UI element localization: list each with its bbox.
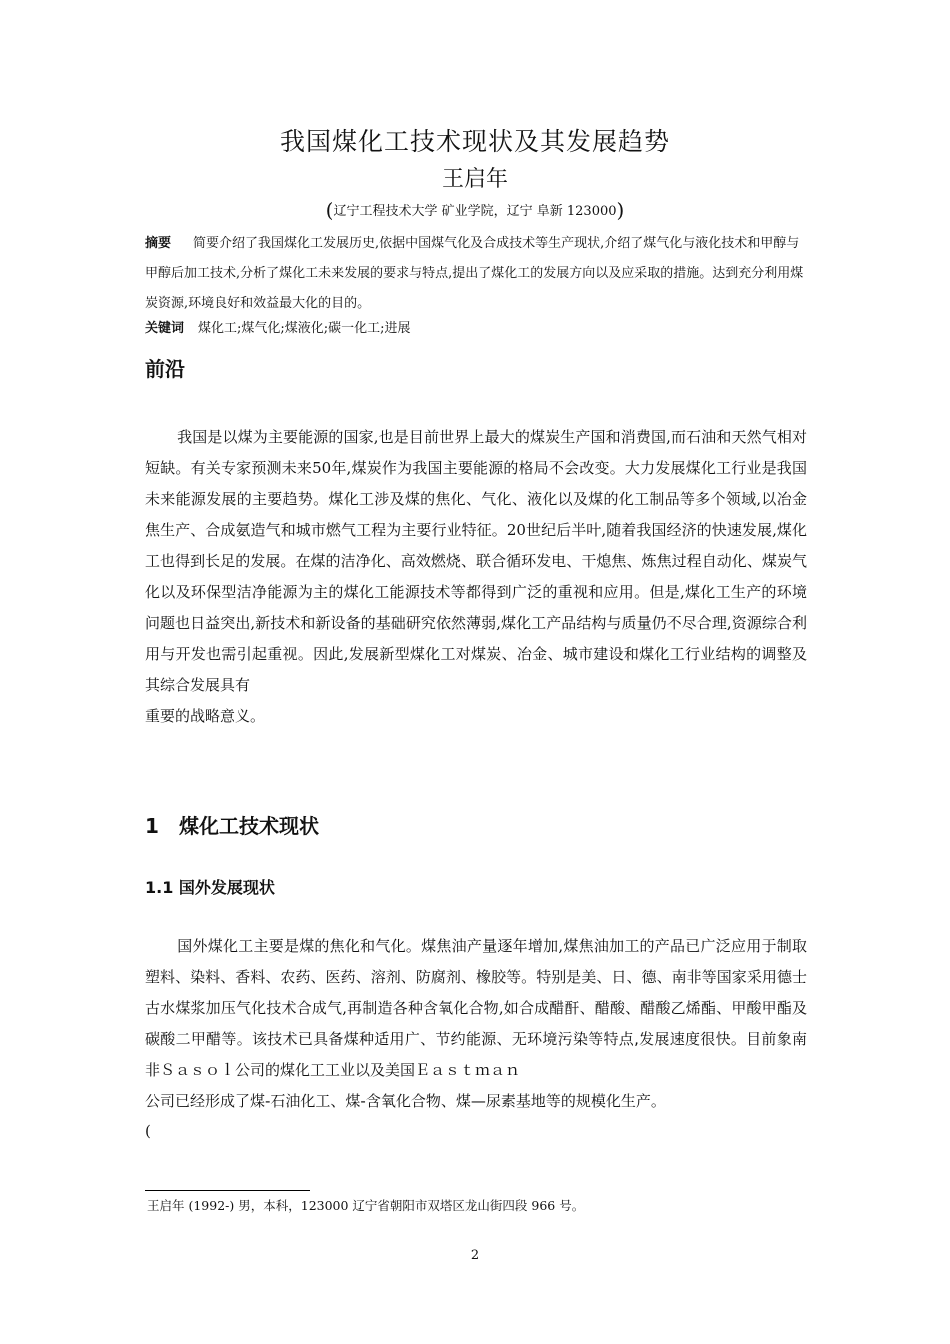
section-1-number: 1	[145, 814, 159, 838]
section-1-1-heading: 1.1 国外发展现状	[145, 878, 275, 897]
stray-paren: (	[145, 1122, 151, 1140]
footnote: 王启年 (1992-) 男，本科，123000 辽宁省朝阳市双塔区龙山街四段 966 号。	[147, 1198, 585, 1213]
section-1-title: 煤化工技术现状	[179, 814, 319, 838]
affiliation	[0, 198, 950, 222]
abstract-label: 摘要	[145, 236, 172, 251]
section-1-1-text-b: 能源、无环境污染等特点,发展速度很快。目前象南非Ｓａｓｏｌ公司的煤化工工业以及美国Ｅａｓｔｍａｎ	[145, 1030, 807, 1079]
preface-paragraph	[145, 422, 807, 732]
preface-text: 我国是以煤为主要能源的国家,也是目前世界上最大的煤炭生产国和消费国,而石油和天然气相对短缺。有关专家预测未来50年,煤炭作为我国主要能源的格局不会改变。大力发展煤化工行业是我国未来能源发展的主要趋势。煤化工涉及煤的焦化、气化、液化以及煤的化工制品等多个领域,以冶金焦生产、合成氨造气和城市燃气工程为主要行业特征。20世纪后半叶,随着我国经济的快速发展,煤化工也得到长足的发展。在煤的洁净化、高效燃烧、联合循环发电、干熄焦、炼焦过程自动化、煤炭气化以及环保型洁净能源为主的煤化工能源技术等都得到广泛的重视和应用。但是,煤化工生产的环境问题也日益突出,新技术和新设备的基础研究依然薄弱,煤化工产品结构与质量仍不尽合理,资源综合利用与开发也需引起重视。因此,发展新型煤化工对煤炭、冶金、城市建设和煤化工行业结构的调整及其综合发展具有	[145, 428, 807, 694]
document-title: 我国煤化工技术现状及其发展趋势	[279, 127, 670, 156]
abstract-text: 简要介绍了我国煤化工发展历史,依据中国煤气化及合成技术等生产现状,介绍了煤气化与液化技术和甲醇与甲醇后加工技术,分析了煤化工未来发展的要求与特点,提出了煤化工的发展方向以及应采取的措施。达到充分利用煤炭资源,环境良好和效益最大化的目的。	[145, 236, 804, 311]
section-1-1-text-a: 国外煤化工主要是煤的焦化和气化。煤焦油产量逐年增加,煤焦油加工的产品已广泛应用于制取塑料、染料、香料、农药、医药、溶剂、防腐剂、橡胶等。特别是美、日、德、南非等国家采用德士古水煤浆加压气化技术合成气,再制造各种含氧化合物,如合成醋酐、醋酸、醋酸乙烯酯、甲酸甲酯及碳酸二甲醋等。该技术已具备煤种适用广、节约	[145, 937, 807, 1048]
abstract	[145, 229, 805, 319]
author-name: 王启年	[441, 167, 508, 192]
page-number: 2	[470, 1248, 480, 1263]
footnote-divider	[145, 1190, 310, 1191]
preface-text-end: 重要的战略意义。	[145, 707, 266, 725]
section-1-1-paragraph	[145, 931, 807, 1117]
affiliation-text: 辽宁工程技术大学 矿业学院，辽宁 阜新 123000	[333, 204, 617, 219]
affiliation-open-paren: (	[325, 198, 334, 222]
affiliation-close-paren: )	[616, 198, 625, 222]
keywords-label: 关键词	[145, 321, 185, 336]
keywords	[145, 319, 805, 339]
section-1-1-text-c: 公司已经形成了煤-石油化工、煤-含氧化合物、煤—尿素基地等的规模化生产。	[145, 1092, 666, 1110]
section-1-heading	[145, 810, 319, 839]
keywords-text: 煤化工;煤气化;煤液化;碳一化工;进展	[198, 321, 411, 336]
preface-heading: 前沿	[145, 357, 185, 381]
